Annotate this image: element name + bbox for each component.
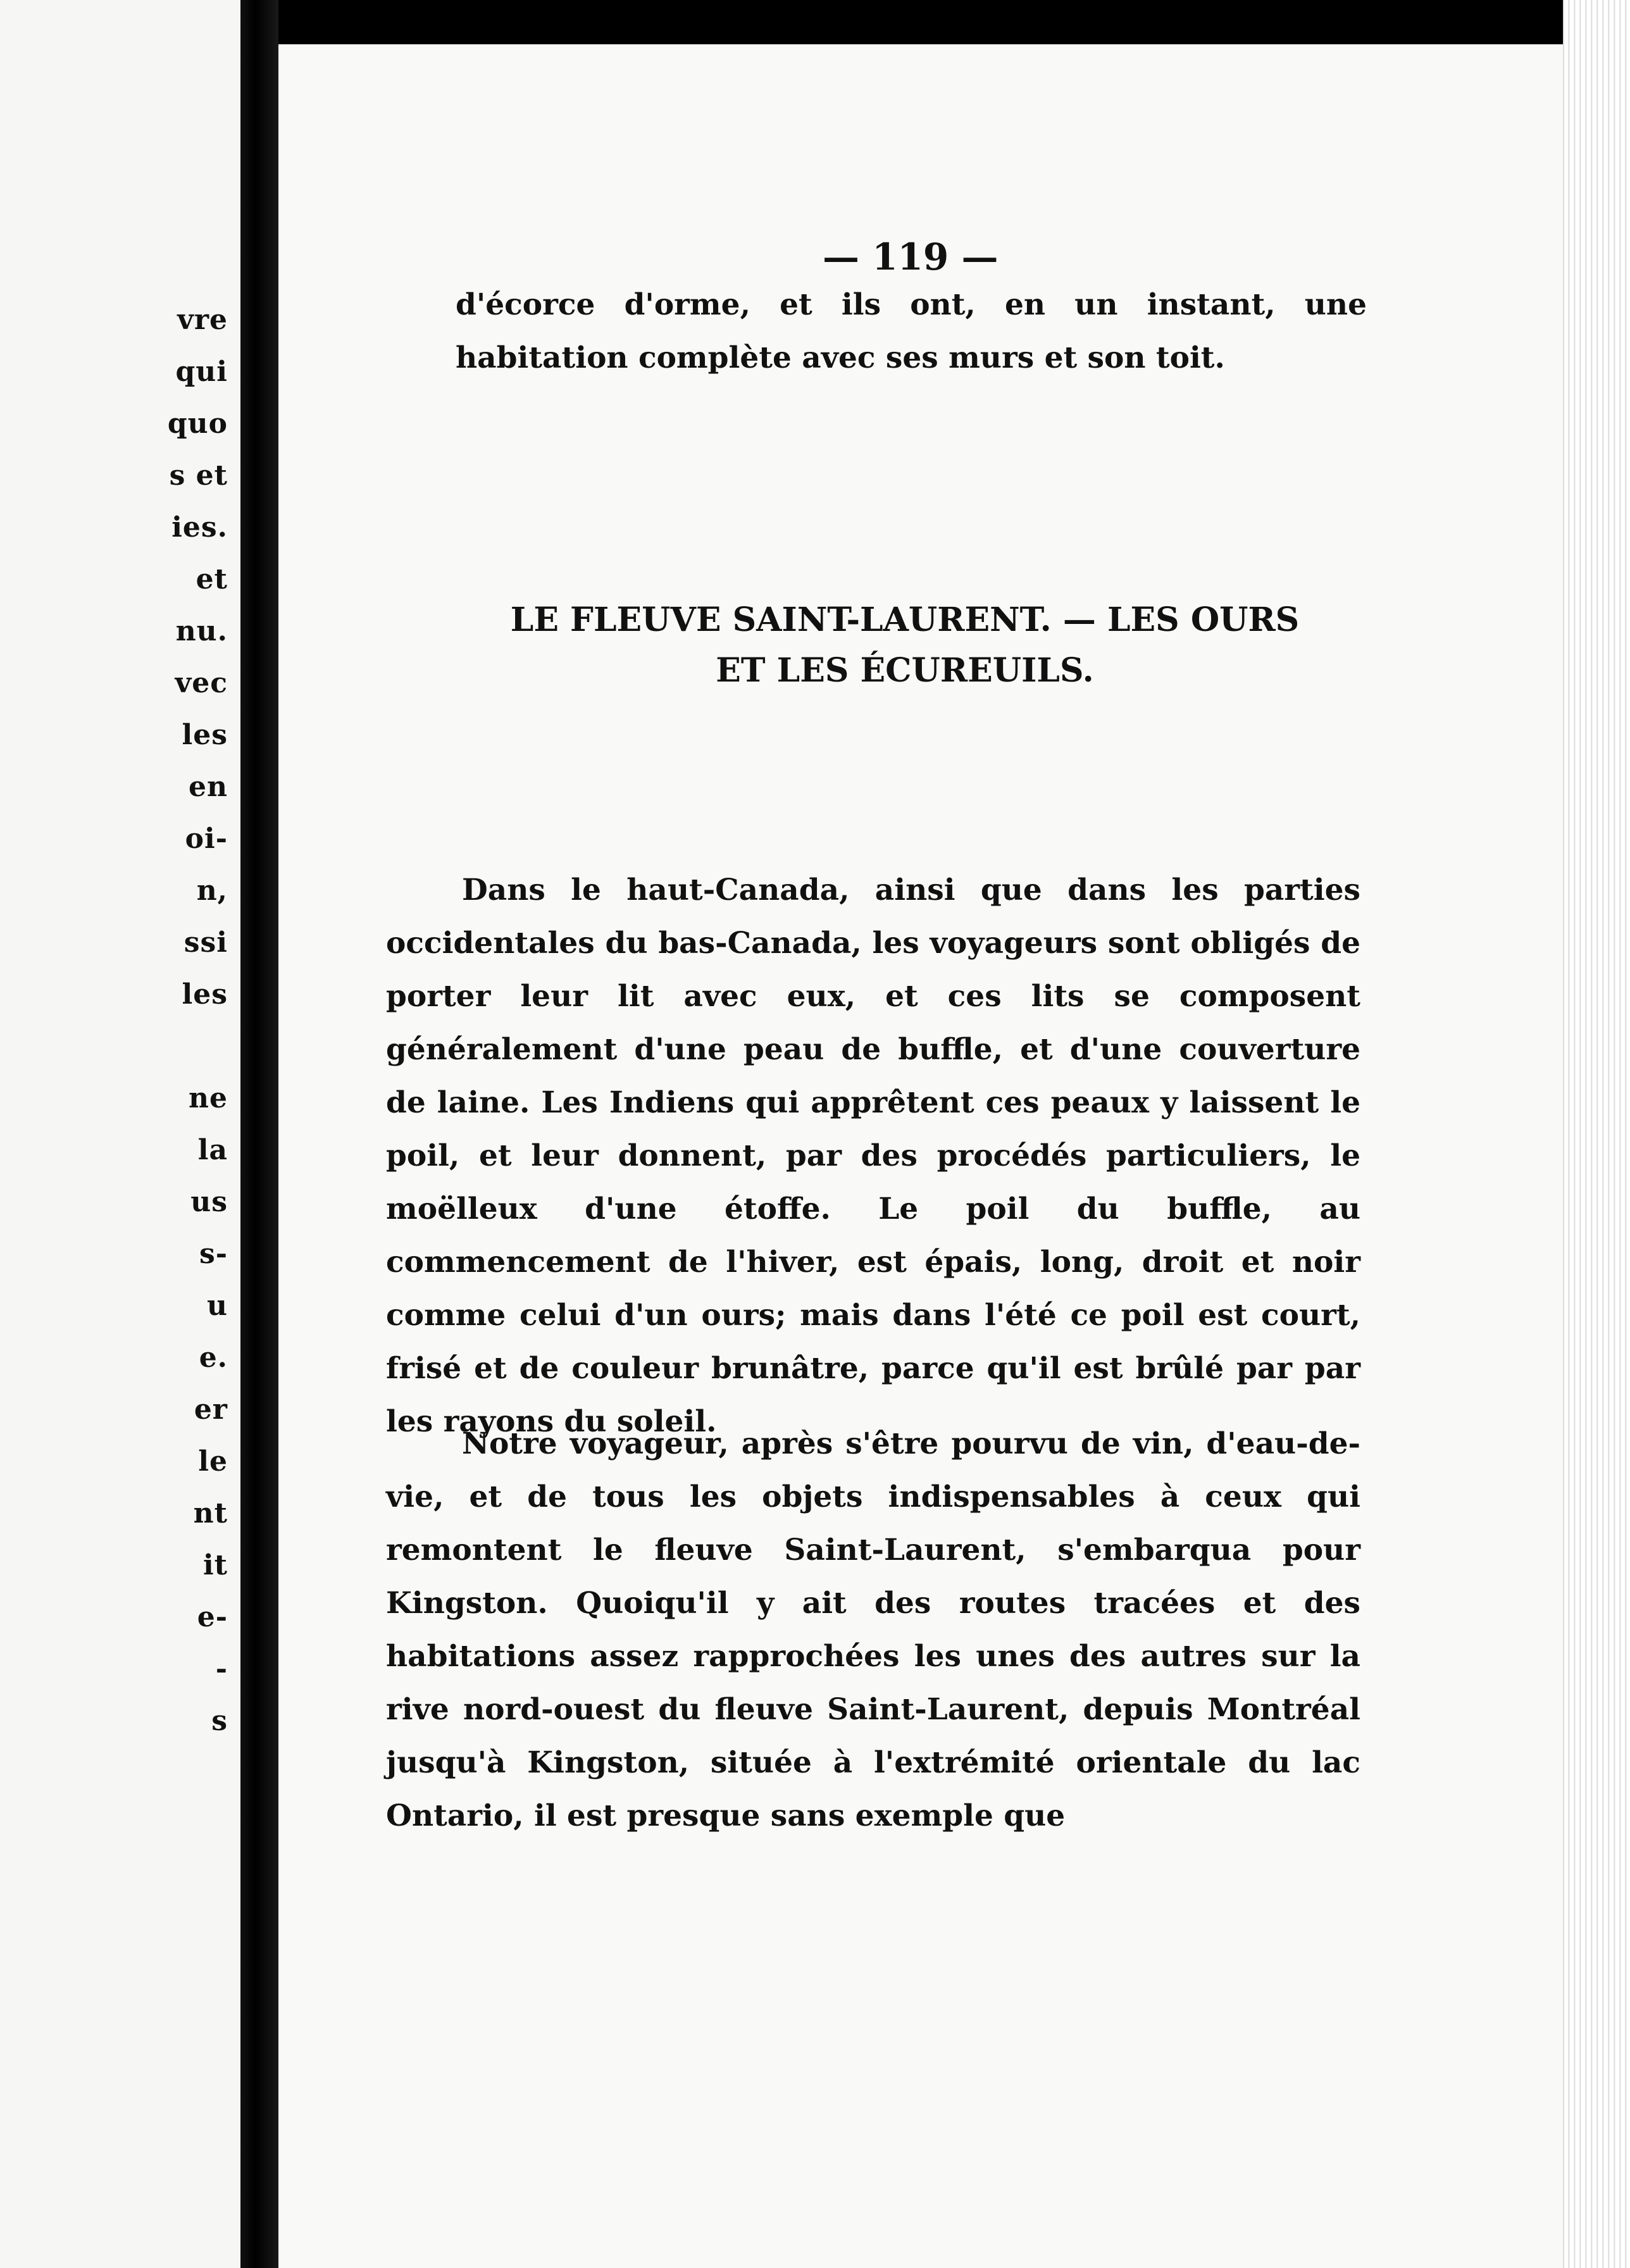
left-fragment: et: [196, 563, 228, 595]
left-fragment: s: [211, 1705, 228, 1737]
left-fragment: ne: [189, 1082, 228, 1114]
left-fragment: us: [190, 1186, 228, 1218]
left-page: [0, 0, 240, 2268]
page-edges: [1563, 0, 1630, 2268]
paragraph-text: Notre voyageur, après s'être pourvu de vin, d'eau-de-vie, et de tous les objets indispensables à ceux qui remontent le fleuve Saint-Laurent, s'embarqua pour Kingston. Quoiqu'il y ait des routes tracées et des habitations assez rapprochées les unes des autres sur la rive nord-ouest du fleuve Saint-Laurent, depuis Montréal jusqu'à Kingston, située à l'extrémité orientale du lac Ontario, il est presque sans exemple que: [386, 1426, 1360, 1833]
page-number: — 119 —: [823, 235, 999, 278]
left-fragment: le: [198, 1445, 228, 1478]
left-fragment: s et: [169, 459, 228, 492]
left-fragment: quo: [167, 408, 228, 440]
left-fragment: s-: [199, 1238, 228, 1270]
left-fragment: er: [194, 1393, 228, 1426]
paragraph-2: [386, 1418, 1360, 1843]
left-fragment: ies.: [171, 511, 228, 544]
left-fragment: u: [207, 1290, 228, 1322]
left-fragment: en: [189, 771, 228, 803]
paragraph-text: Dans le haut-Canada, ainsi que dans les parties occidentales du bas-Canada, les voyageurs sont obligés de porter leur lit avec eux, et ces lits se composent généralement d'une peau de buffle, et d'une couverture de laine. Les Indiens qui apprêtent ces peaux y laissent le poil, et leur donnent, par des procédés particuliers, le moëlleux d'une étoffe. Le poil du buffle, au commencement de l'hiver, est épais, long, droit et noir comme celui d'un ours; mais dans l'été ce poil est court, frisé et de couleur brunâtre, parce qu'il est brûlé par par les rayons du soleil.: [386, 873, 1360, 1439]
left-fragment: les: [182, 719, 228, 751]
chapter-heading: LE FLEUVE SAINT-LAURENT. — LES OURS ET LES ÉCUREUILS.: [510, 601, 1300, 690]
left-fragment: les: [182, 978, 228, 1011]
left-fragment: nt: [193, 1497, 228, 1530]
left-fragment: oi-: [185, 823, 228, 855]
left-fragment: vec: [175, 667, 228, 699]
paragraph-1: [386, 864, 1360, 1449]
left-fragment: e-: [197, 1601, 228, 1633]
opening-text: d'écorce d'orme, et ils ont, en un instant, une habitation complète avec ses murs et son toit.: [456, 287, 1367, 375]
left-fragment: nu.: [175, 615, 228, 647]
left-fragment: qui: [175, 356, 228, 388]
left-fragment: vre: [177, 304, 228, 336]
left-fragment: n,: [196, 875, 228, 907]
left-fragment: la: [197, 1134, 228, 1166]
book-gutter: [240, 0, 278, 2268]
left-fragment: it: [202, 1549, 228, 1581]
scan-border: [278, 0, 1630, 44]
left-fragment: e.: [199, 1342, 228, 1374]
left-fragment: ssi: [184, 926, 228, 959]
left-fragment: -: [215, 1653, 228, 1685]
